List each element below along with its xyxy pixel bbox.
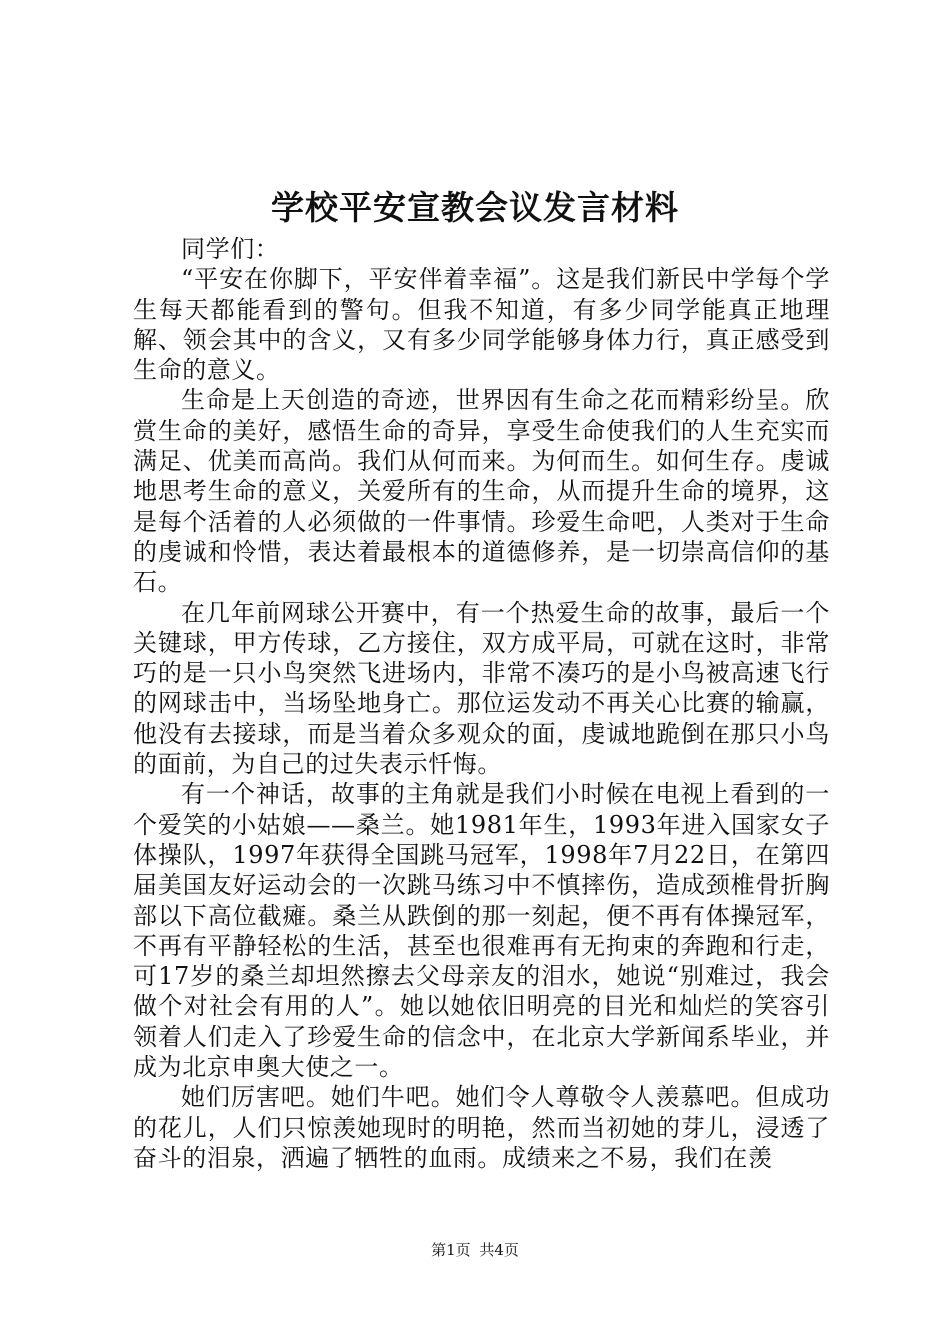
page-title: 学校平安宣教会议发言材料 [271,188,679,227]
paragraph-tennis-story: 在几年前网球公开赛中，有一个热爱生命的故事，最后一个关键球，甲方传球，乙方接住，双方成平局，可就在这时，非常巧的是一只小鸟突然飞进场内，非常不凑巧的是小鸟被高速飞行的网球击中，当场坠地身亡。那位运发动不再关心比赛的输赢，他没有去接球，而是当着众多观众的面，虔诚地跪倒在那只小鸟的面前，为自己的过失表示忏悔。 [133,598,830,779]
page-footer [0,1240,950,1260]
page-total: 共4页 [479,1241,519,1259]
document-body [133,234,830,1173]
paragraph-greeting: 同学们： [181,235,280,263]
paragraph-sanglan-story: 有一个神话，故事的主角就是我们小时候在电视上看到的一个爱笑的小姑娘——桑兰。她1981年生，1993年进入国家女子体操队，1997年获得全国跳马冠军，1998年7月22日，在第四届美国友好运动会的一次跳马练习中不慎摔伤，造成颈椎骨折胸部以下高位截瘫。桑兰从跌倒的那一刻起，便不再有体操冠军，不再有平静轻松的生活，甚至也很难再有无拘束的奔跑和行走，可17岁的桑兰却坦然擦去父母亲友的泪水，她说“别难过，我会做个对社会有用的人”。她以她依旧明亮的目光和灿烂的笑容引领着人们走入了珍爱生命的信念中，在北京大学新闻系毕业，并成为北京申奥大使之一。 [133,780,830,1082]
paragraph-success: 她们厉害吧。她们牛吧。她们令人尊敬令人羡慕吧。但成功的花儿，人们只惊羡她现时的明艳，然而当初她的芽儿，浸透了奋斗的泪泉，洒遍了牺牲的血雨。成绩来之不易，我们在羡 [133,1083,830,1172]
paragraph-life: 生命是上天创造的奇迹，世界因有生命之花而精彩纷呈。欣赏生命的美好，感悟生命的奇异，享受生命使我们的人生充实而满足、优美而高尚。我们从何而来。为何而生。如何生存。虔诚地思考生命的意义，关爱所有的生命，从而提升生命的境界，这是每个活着的人必须做的一件事情。珍爱生命吧，人类对于生命的虔诚和怜惜，表达着最根本的道德修养，是一切崇高信仰的基石。 [133,386,830,597]
paragraph-motto: “平安在你脚下，平安伴着幸福”。这是我们新民中学每个学生每天都能看到的警句。但我不知道，有多少同学能真正地理解、领会其中的含义，又有多少同学能够身体力行，真正感受到生命的意义。 [133,265,830,385]
page-number: 第1页 [431,1241,471,1259]
